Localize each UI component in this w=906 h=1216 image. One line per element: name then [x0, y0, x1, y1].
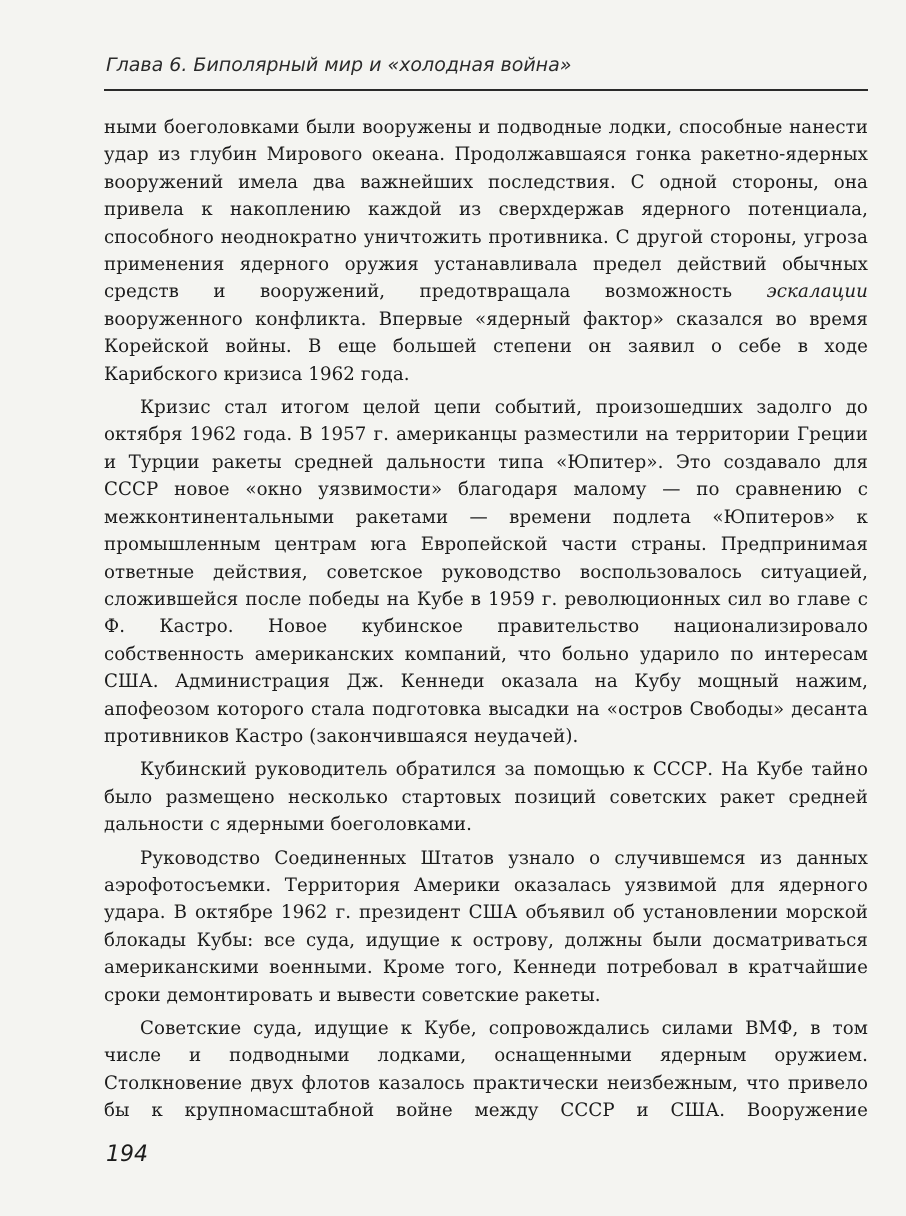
paragraph-4: Руководство Соединенных Штатов узнало о случившемся из данных аэрофотосъемки. Территория Америки оказалась уязвимой для ядерного удара. В октябре 1962 г. президент США объявил об установлении морской блокады Кубы: все суда, идущие к острову, должны были досматриваться американскими военными. Кроме того, Кеннеди потребовал в кратчайшие сроки демонтировать и вывести советские ракеты.: [104, 847, 868, 1006]
header-divider: [104, 89, 868, 91]
main-text: [104, 114, 868, 1125]
emphasized-term: эскалации: [766, 281, 868, 303]
paragraph-1: [104, 114, 868, 388]
paragraph-2: Кризис стал итогом целой цепи событий, произошедших задолго до октября 1962 года. В 1957 г. американцы разместили на территории Греции и Турции ракеты средней дальности типа «Юпитер». Это создавало для СССР новое «окно уязвимости» благодаря малому — по сравнению с межконтинентальными ракетами — времени подлета «Юпитеров» к промышленным центрам юга Европейской части страны. Предпринимая ответные действия, советское руководство воспользовалось ситуацией, сложившейся после победы на Кубе в 1959 г. революционных сил во главе с Ф. Кастро. Новое кубинское правительство национализировало собственность американских компаний, что больно ударило по интересам США. Администрация Дж. Кеннеди оказала на Кубу мощный нажим, апофеозом которого стала подготовка высадки на «остров Свободы» десанта противников Кастро (закончившаяся неудачей).: [104, 397, 868, 747]
paragraph-5: Советские суда, идущие к Кубе, сопровождались силами ВМФ, в том числе и подводными лодками, оснащенными ядерным оружием. Столкновение двух флотов казалось практически неизбежным, что привело бы к крупномасштабной войне между СССР и США. Вооружение: [104, 1018, 868, 1122]
paragraph-3: Кубинский руководитель обратился за помощью к СССР. На Кубе тайно было размещено несколько стартовых позиций советских ракет средней дальности с ядерными боеголовками.: [104, 759, 868, 836]
paragraph-1-start: ными боеголовками были вооружены и подводные лодки, способные нанести удар из глубин Мирового океана. Продолжавшаяся гонка ракетно-ядерных вооружений имела два важнейших последствия. С одной стороны, она привела к накоплению каждой из сверхдержав ядерного потенциала, способного неоднократно уничтожить противника. С другой стороны, угроза применения ядерного оружия устанавливала предел действий обычных средств и вооружений, предотвращала возможность: [104, 117, 868, 303]
chapter-header: Глава 6. Биполярный мир и «холодная война»: [106, 54, 572, 76]
paragraph-1-end: вооруженного конфликта. Впервые «ядерный фактор» сказался во время Корейской войны. В еще большей степени он заявил о себе в ходе Карибского кризиса 1962 года.: [104, 308, 868, 385]
page-number: 194: [106, 1142, 148, 1167]
